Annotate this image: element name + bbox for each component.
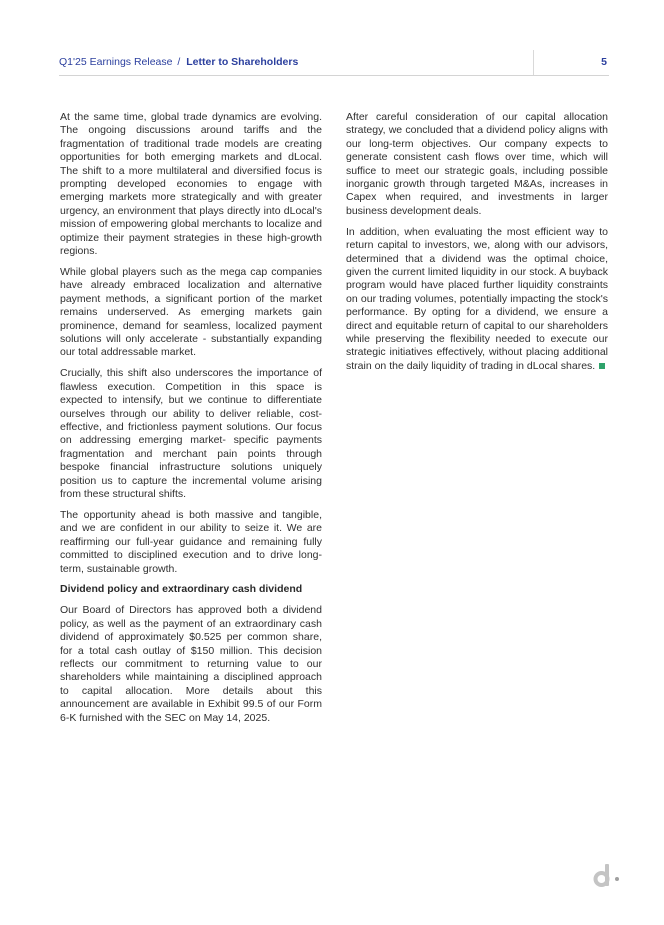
page-header	[59, 50, 609, 74]
header-separator: /	[177, 56, 181, 68]
dlocal-logo-icon	[592, 862, 624, 890]
header-label	[59, 56, 298, 68]
paragraph: The opportunity ahead is both massive and tangible, and we are confident in our ability to seize it. We are reaffirming our full-year guidance and remaining fully committed to disciplined execution and to drive long-term, sustainable growth.	[60, 508, 322, 575]
right-column	[346, 111, 608, 381]
paragraph-text: In addition, when evaluating the most efficient way to return capital to investors, we, along with our advisors, determined that a dividend was the optimal choice, given the current limited liquidity in our stock. A buyback program would have placed further liquidity constraints on our trading volumes, potentially impacting the stock's performance. By opting for a dividend, we ensure a direct and equitable return of capital to our shareholders while preserving the flexibility needed to execute our strategic initiatives effectively, without placing additional strain on the daily liquidity of trading in dLocal shares.	[346, 225, 608, 372]
dividend-section-heading: Dividend policy and extraordinary cash dividend	[60, 583, 303, 596]
left-column	[60, 111, 322, 732]
paragraph: At the same time, global trade dynamics are evolving. The ongoing discussions around tariffs and the fragmentation of traditional trade models are creating opportunities for both emerging markets and dLocal. The shift to a more multilateral and diversified focus is prompting developed economies to engage with emerging markets more strategically and with greater urgency, an environment that plays directly into dLocal's mission of empowering global merchants to localize and optimize their payment strategies in these high-growth regions.	[60, 111, 322, 258]
paragraph: Crucially, this shift also underscores the importance of flawless execution. Competition in this space is expected to intensify, but we continue to differentiate ourselves through our ability to deliver reliable, cost-effective, and frictionless payment solutions. Our focus on addressing emerging market- specific payments fragmentation and merchant pain points through bespoke financial infrastructure solutions uniquely position us to capture the incremental volume arising from these structural shifts.	[60, 367, 322, 500]
paragraph	[346, 226, 608, 373]
paragraph: After careful consideration of our capital allocation strategy, we concluded that a dividend policy aligns with our long-term objectives. Our company expects to generate consistent cash flows over time, which will suffice to meet our strategic goals, including possible inorganic growth through targeted M&As, increases in Capex when required, and investments in larger business development deals.	[346, 111, 608, 217]
section-title: Letter to Shareholders	[186, 56, 299, 68]
page-number: 5	[601, 56, 607, 68]
logo-d-glyph	[596, 864, 610, 886]
end-of-section-icon	[599, 363, 605, 369]
paragraph: While global players such as the mega cap companies have already embraced localization and alternative payment methods, a significant portion of the market remains underserved. As emerging markets gain prominence, demand for seamless, localized payment solutions will only accelerate - substantially expanding our total addressable market.	[60, 265, 322, 359]
report-title: Q1'25 Earnings Release	[59, 56, 173, 68]
paragraph: Our Board of Directors has approved both a dividend policy, as well as the payment of an extraordinary cash dividend of approximately $0.525 per common share, for a total cash outlay of $150 million. This decision reflects our commitment to returning value to our shareholders while maintaining a disciplined approach to capital allocation. More details about this announcement are available in Exhibit 99.5 of our Form 6-K furnished with the SEC on May 14, 2025.	[60, 604, 322, 724]
header-rule	[59, 75, 609, 76]
logo-dot	[615, 877, 619, 881]
header-divider	[533, 50, 534, 76]
